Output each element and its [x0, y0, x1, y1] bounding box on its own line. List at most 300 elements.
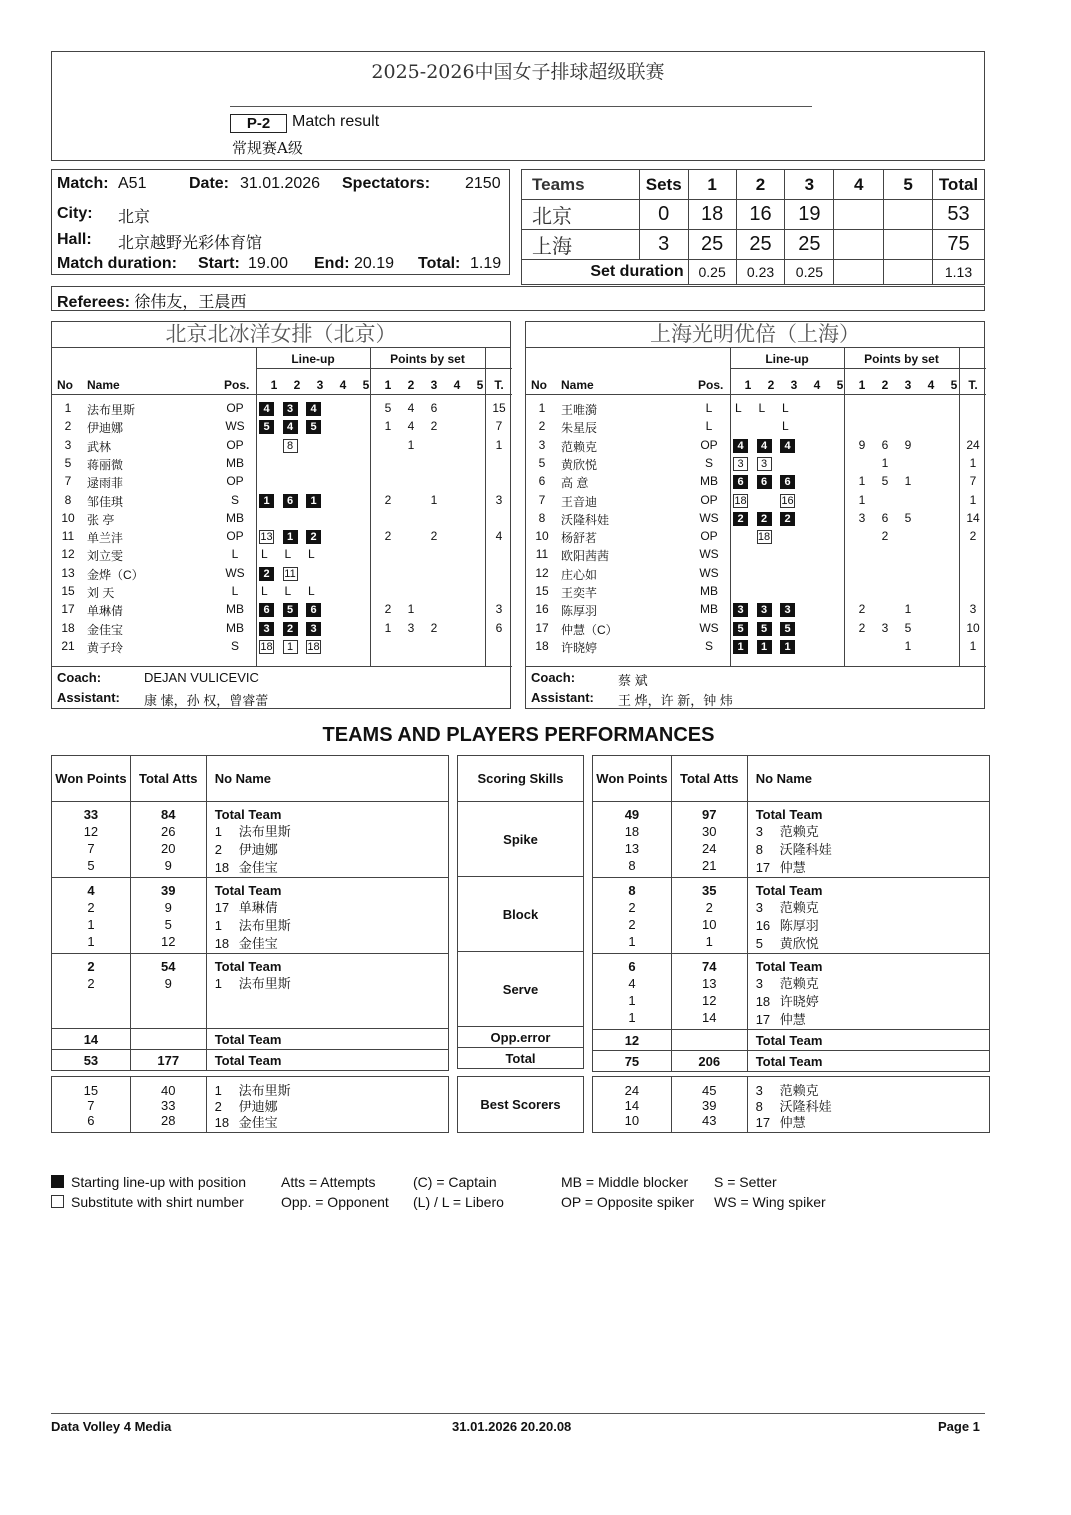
total-team-label: Total Team — [214, 959, 282, 974]
player-won: 18 — [624, 824, 640, 839]
player-number: 18 — [61, 620, 75, 635]
player-won: 1 — [628, 934, 636, 949]
player-atts: 9 — [164, 976, 172, 991]
player-number: 1 — [538, 401, 546, 415]
team-won: 4 — [87, 883, 95, 898]
player-number: 1 — [214, 918, 222, 933]
player-position: WS — [699, 547, 719, 562]
set-duration: 0.25 — [688, 260, 736, 285]
team-name-home: 北京北冰洋女排（北京） — [52, 322, 510, 348]
team-atts: 35 — [702, 883, 717, 898]
player-entry — [215, 859, 448, 877]
player-number: 18 — [535, 638, 549, 653]
set-points: 1 — [430, 492, 438, 507]
total-atts-cell — [671, 878, 747, 954]
starting-position: 5 — [780, 622, 795, 636]
player-number: 1 — [64, 401, 72, 415]
player-total-points: 7 — [969, 474, 977, 489]
performance-table-away — [592, 755, 990, 1072]
name-header: Name — [561, 378, 594, 392]
best-won: 14 — [624, 1098, 640, 1113]
assistant-names: 王 烨，许 新，钟 炜 — [618, 693, 733, 708]
player-position: OP — [700, 529, 718, 544]
player-number: 1 — [214, 824, 222, 839]
form-title: Match result — [292, 113, 380, 130]
date-label: Date: — [189, 175, 230, 192]
player-entry — [215, 841, 448, 859]
player-name: 陈厚羽 — [779, 919, 819, 934]
player-number: 11 — [61, 529, 75, 544]
set-points: 3 — [858, 510, 866, 525]
player-number: 11 — [535, 547, 549, 562]
player-position: WS — [225, 565, 245, 580]
player-number: 6 — [538, 474, 546, 489]
won-points-header: Won Points — [52, 756, 131, 802]
player-entry — [756, 899, 989, 917]
player-number: 18 — [214, 936, 230, 951]
player-number: 10 — [535, 529, 549, 544]
set-score: 16 — [736, 200, 785, 230]
performance-title: TEAMS AND PLAYERS PERFORMANCES — [322, 724, 715, 746]
points-set-header: 3 — [430, 378, 438, 392]
team-atts: 39 — [161, 883, 176, 898]
player-name: 仲慧（C） — [561, 622, 618, 637]
set-points: 1 — [384, 419, 392, 434]
lineup-header: Line-up — [765, 352, 809, 366]
player-total-points: 7 — [495, 419, 503, 434]
skill-section — [52, 954, 449, 1029]
player-number: 8 — [64, 492, 72, 507]
set-points: 1 — [407, 437, 415, 452]
player-entry — [756, 841, 989, 859]
set-points: 2 — [384, 529, 392, 544]
libero-marker: L — [284, 584, 292, 598]
best-scorers-label: Best Scorers — [458, 1077, 584, 1133]
player-name: 沃隆科娃 — [779, 1100, 832, 1115]
starting-position: 4 — [733, 439, 748, 453]
total-atts-cell — [671, 802, 747, 878]
player-won: 1 — [87, 934, 95, 949]
skill-section — [52, 878, 449, 954]
player-position: L — [705, 401, 713, 415]
footer-timestamp: 31.01.2026 20.20.08 — [452, 1419, 572, 1434]
player-name: 范赖克 — [561, 439, 598, 454]
player-total-points: 14 — [966, 510, 980, 525]
starting-position: 2 — [306, 530, 321, 544]
player-entry — [215, 935, 448, 953]
player-total-points: 24 — [966, 437, 980, 452]
opp-error-points: 14 — [52, 1029, 131, 1050]
player-atts: 20 — [161, 841, 176, 856]
column-divider — [730, 348, 731, 666]
set-duration-total: 1.13 — [932, 260, 984, 285]
set-points: 2 — [881, 529, 889, 544]
player-atts: 30 — [702, 824, 717, 839]
name-header: Name — [87, 378, 120, 392]
best-atts: 33 — [160, 1098, 176, 1113]
set-points: 1 — [407, 602, 415, 617]
set-duration: 0.23 — [736, 260, 785, 285]
player-number: 17 — [535, 620, 549, 635]
player-name: 杨舒茗 — [561, 531, 598, 546]
set-score: 25 — [736, 230, 785, 260]
set-duration — [834, 260, 884, 285]
end-label: End: — [314, 255, 350, 272]
player-name: 范赖克 — [779, 977, 819, 992]
best-atts: 40 — [160, 1083, 176, 1098]
set-score — [834, 200, 884, 230]
player-number: 17 — [61, 602, 75, 617]
date-value: 31.01.2026 — [240, 175, 321, 192]
spectators-value: 2150 — [465, 175, 501, 192]
starting-position: 6 — [306, 603, 321, 617]
player-number: 17 — [755, 1115, 771, 1130]
player-name: 金佳宝 — [238, 861, 278, 876]
set-points: 9 — [904, 437, 912, 452]
player-position: OP — [226, 437, 244, 452]
header-divider — [730, 368, 986, 369]
best-atts-cell — [671, 1077, 747, 1133]
set-score: 25 — [785, 230, 834, 260]
player-name: 欧阳茜茜 — [561, 549, 610, 564]
legend-substitute: Substitute with shirt number — [71, 1194, 244, 1210]
set-points: 2 — [430, 419, 438, 434]
starting-position: 4 — [306, 402, 321, 416]
starting-position: 5 — [306, 420, 321, 434]
player-list-cell — [206, 802, 448, 878]
total-won-points: 75 — [593, 1051, 672, 1072]
footer-rule — [51, 1413, 985, 1414]
total-team-label: Total Team — [214, 883, 282, 898]
player-name: 陈厚羽 — [561, 604, 598, 619]
total-atts: 177 — [130, 1050, 206, 1071]
player-won: 2 — [628, 900, 636, 915]
total-label: Total: — [418, 255, 461, 272]
best-won-cell — [593, 1077, 672, 1133]
player-won: 4 — [628, 976, 636, 991]
starting-position: 3 — [306, 622, 321, 636]
player-number: 2 — [538, 419, 546, 434]
libero-marker: L — [308, 584, 315, 598]
points-set-header: 2 — [407, 378, 415, 392]
lineup-set-header: 3 — [316, 378, 324, 392]
substitute-number: 18 — [307, 640, 320, 653]
player-number: 3 — [64, 437, 72, 452]
set-score — [884, 230, 933, 260]
starting-position: 1 — [757, 640, 772, 654]
libero-marker: L — [261, 547, 268, 562]
skill-name: Spike — [458, 802, 584, 877]
skill-name: Block — [458, 877, 584, 952]
player-name: 伊迪娜 — [87, 421, 124, 436]
sets-header-5: 5 — [884, 170, 933, 200]
set-points: 2 — [384, 602, 392, 617]
player-number: 1 — [214, 1083, 222, 1098]
skill-section — [52, 802, 449, 878]
total-atts: 206 — [671, 1051, 747, 1072]
set-points: 6 — [430, 401, 438, 415]
player-name: 张 亭 — [87, 512, 115, 527]
player-won: 8 — [628, 858, 636, 873]
coach-label: Coach: — [57, 670, 102, 685]
duration-label: Match duration: — [57, 255, 177, 272]
player-name: 刘立雯 — [87, 549, 124, 564]
player-entry — [215, 899, 448, 917]
player-name: 庄心如 — [561, 567, 598, 582]
player-won: 1 — [87, 917, 95, 932]
player-list-cell — [747, 954, 989, 1030]
match-value: A51 — [118, 175, 147, 192]
best-player-entry — [756, 1083, 989, 1099]
player-number: 17 — [214, 900, 230, 915]
total-atts-cell — [130, 802, 206, 878]
libero-marker: L — [735, 401, 742, 415]
opp-error-atts — [671, 1030, 747, 1051]
player-total-points: 3 — [969, 602, 977, 617]
player-number: 17 — [755, 1012, 771, 1027]
sets-header-teams: Teams — [522, 170, 640, 200]
opp-error-points: 12 — [593, 1030, 672, 1051]
total-team-label: Total Team — [755, 807, 823, 822]
set-points: 1 — [904, 602, 912, 617]
player-entry — [756, 859, 989, 877]
best-won: 10 — [624, 1113, 640, 1128]
sets-row-home — [522, 200, 985, 230]
total-team-label: Total Team — [747, 1051, 989, 1072]
coach-name: 蔡 斌 — [618, 673, 648, 688]
player-number: 5 — [64, 455, 72, 470]
player-list-cell — [747, 878, 989, 954]
won-points-cell — [52, 802, 131, 878]
player-name: 法布里斯 — [238, 919, 291, 934]
team-won: 8 — [628, 883, 636, 898]
player-position: L — [231, 584, 239, 598]
player-position: MB — [226, 620, 244, 635]
points-set-header: 1 — [384, 378, 392, 392]
player-name: 金佳宝 — [238, 937, 278, 952]
team-won: 49 — [624, 807, 640, 822]
set-duration-label: Set duration — [522, 260, 689, 285]
total-team-label: Total Team — [206, 1050, 448, 1071]
player-entry — [756, 993, 989, 1011]
player-number: 1 — [214, 976, 222, 991]
best-player-entry — [756, 1099, 989, 1115]
pos-header: Pos. — [698, 378, 724, 392]
player-name: 法布里斯 — [238, 977, 291, 992]
player-name: 沃隆科娃 — [779, 843, 832, 858]
player-atts: 24 — [702, 841, 717, 856]
pos-header: Pos. — [224, 378, 250, 392]
player-number: 8 — [538, 510, 546, 525]
player-name: 单琳倩 — [238, 901, 278, 916]
player-position: MB — [700, 602, 718, 617]
player-name: 高 意 — [561, 476, 589, 491]
sets-table — [521, 169, 985, 285]
scoring-skills-column — [457, 755, 584, 1069]
player-number: 18 — [214, 1115, 230, 1130]
substitute-square-icon — [51, 1195, 64, 1208]
player-number: 8 — [755, 1099, 763, 1114]
player-position: MB — [700, 474, 718, 489]
starting-position: 3 — [733, 603, 748, 617]
starting-position: 3 — [757, 603, 772, 617]
player-position: WS — [699, 565, 719, 580]
points-by-set-header: Points by set — [864, 352, 939, 366]
lineup-set-header: 5 — [836, 378, 844, 392]
won-points-cell — [593, 954, 672, 1030]
player-atts: 13 — [702, 976, 717, 991]
player-position: OP — [700, 492, 718, 507]
best-player-entry — [215, 1099, 448, 1115]
team-atts: 97 — [702, 807, 717, 822]
best-atts: 43 — [701, 1113, 717, 1128]
header-divider — [256, 368, 512, 369]
total-label: Total — [458, 1048, 584, 1069]
set-points: 5 — [881, 474, 889, 489]
player-number: 16 — [755, 918, 771, 933]
set-score: 18 — [688, 200, 736, 230]
player-atts: 26 — [161, 824, 176, 839]
footer-page: Page 1 — [938, 1419, 980, 1434]
player-name: 许晓婷 — [779, 995, 819, 1010]
best-player-entry — [215, 1115, 448, 1131]
total-team-label: Total Team — [747, 1030, 989, 1051]
player-position: OP — [226, 474, 244, 489]
player-name: 单兰沣 — [87, 531, 124, 546]
substitute-number: 11 — [284, 567, 296, 580]
best-scorers-away — [592, 1076, 990, 1133]
player-name: 沃隆科娃 — [561, 512, 610, 527]
legend-atts: Atts = Attempts — [281, 1174, 376, 1190]
player-position: S — [704, 638, 713, 653]
player-atts: 2 — [705, 900, 713, 915]
points-set-header: 4 — [927, 378, 935, 392]
player-won: 2 — [87, 976, 95, 991]
player-number: 15 — [61, 584, 75, 598]
sets-won: 3 — [639, 230, 688, 260]
roster-away — [525, 321, 985, 709]
player-total-points: 10 — [966, 620, 980, 635]
best-player-entry — [756, 1115, 989, 1131]
coach-divider — [52, 666, 512, 667]
player-position: S — [230, 492, 239, 507]
starting-position: 4 — [283, 420, 298, 434]
legend-ws: WS = Wing spiker — [714, 1194, 826, 1210]
column-divider — [844, 348, 845, 666]
legend-captain: (C) = Captain — [413, 1174, 497, 1190]
libero-marker: L — [758, 401, 766, 415]
hall-label: Hall: — [57, 231, 92, 248]
player-name: 法布里斯 — [238, 1084, 291, 1099]
player-name: 范赖克 — [779, 901, 819, 916]
player-number: 3 — [538, 437, 546, 452]
header-divider — [230, 106, 812, 107]
referees-value: 徐伟友，王晨西 — [134, 292, 247, 311]
player-entry — [756, 823, 989, 841]
player-number: 17 — [755, 860, 771, 875]
player-atts: 12 — [161, 934, 176, 949]
player-number: 2 — [214, 842, 222, 857]
player-name: 伊迪娜 — [238, 843, 278, 858]
best-name-cell — [206, 1077, 448, 1133]
player-number: 8 — [755, 842, 763, 857]
set-points: 6 — [881, 510, 889, 525]
player-atts: 12 — [702, 993, 717, 1008]
team-won: 6 — [628, 959, 636, 974]
lineup-set-header: 2 — [293, 378, 301, 392]
player-name: 许晓婷 — [561, 640, 598, 655]
substitute-number: 8 — [283, 439, 298, 453]
no-header: No — [531, 378, 547, 392]
referees-label: Referees: — [57, 294, 130, 311]
starting-position: 1 — [306, 494, 321, 508]
player-number: 3 — [755, 1083, 763, 1098]
header-divider — [52, 394, 512, 395]
player-entry — [756, 935, 989, 953]
header-divider — [526, 394, 986, 395]
lineup-set-header: 2 — [767, 378, 775, 392]
starting-position: 2 — [283, 622, 298, 636]
won-points-header: Won Points — [593, 756, 672, 802]
player-total-points: 1 — [969, 638, 977, 653]
team-atts: 84 — [161, 807, 176, 822]
set-points: 1 — [904, 638, 912, 653]
best-won-cell — [52, 1077, 131, 1133]
form-code: P-2 — [230, 114, 287, 133]
points-by-set-header: Points by set — [390, 352, 465, 366]
player-name: 王音迪 — [561, 494, 598, 509]
set-duration-row — [522, 260, 985, 285]
starting-position: 5 — [259, 420, 274, 434]
player-won: 13 — [624, 841, 640, 856]
assistant-names: 康 愫，孙 权，曾睿蕾 — [144, 693, 269, 708]
player-name: 邹佳琪 — [87, 494, 124, 509]
player-position: MB — [226, 602, 244, 617]
starting-square-icon — [51, 1175, 64, 1188]
sets-team: 上海 — [522, 230, 640, 260]
set-points: 2 — [430, 620, 438, 635]
total-atts-header: Total Atts — [130, 756, 206, 802]
player-name: 仲慧 — [779, 1116, 806, 1131]
best-scorers-home — [51, 1076, 449, 1133]
player-name: 单琳倩 — [87, 604, 124, 619]
player-name: 金佳宝 — [238, 1116, 278, 1131]
player-total-points: 1 — [495, 437, 503, 452]
sets-header-4: 4 — [834, 170, 884, 200]
player-number: 5 — [755, 936, 763, 951]
player-atts: 14 — [702, 1010, 717, 1025]
team-won: 2 — [87, 959, 95, 974]
player-number: 18 — [214, 860, 230, 875]
set-points: 1 — [904, 474, 912, 489]
player-name: 金烨（C） — [87, 567, 144, 582]
no-name-header: No Name — [747, 756, 989, 802]
starting-position: 6 — [283, 494, 298, 508]
player-number: 2 — [214, 1099, 222, 1114]
player-total-points: 3 — [495, 602, 503, 617]
player-position: WS — [225, 419, 245, 434]
substitute-number: 13 — [260, 531, 273, 544]
player-won: 2 — [628, 917, 636, 932]
player-atts: 10 — [702, 917, 717, 932]
player-entry — [756, 917, 989, 935]
coach-name: DEJAN VULICEVIC — [144, 670, 259, 685]
total-value: 1.19 — [470, 255, 502, 272]
player-name: 法布里斯 — [238, 825, 291, 840]
lineup-set-header: 4 — [813, 378, 821, 392]
opp-error-atts — [130, 1029, 206, 1050]
player-number: 7 — [538, 492, 546, 507]
